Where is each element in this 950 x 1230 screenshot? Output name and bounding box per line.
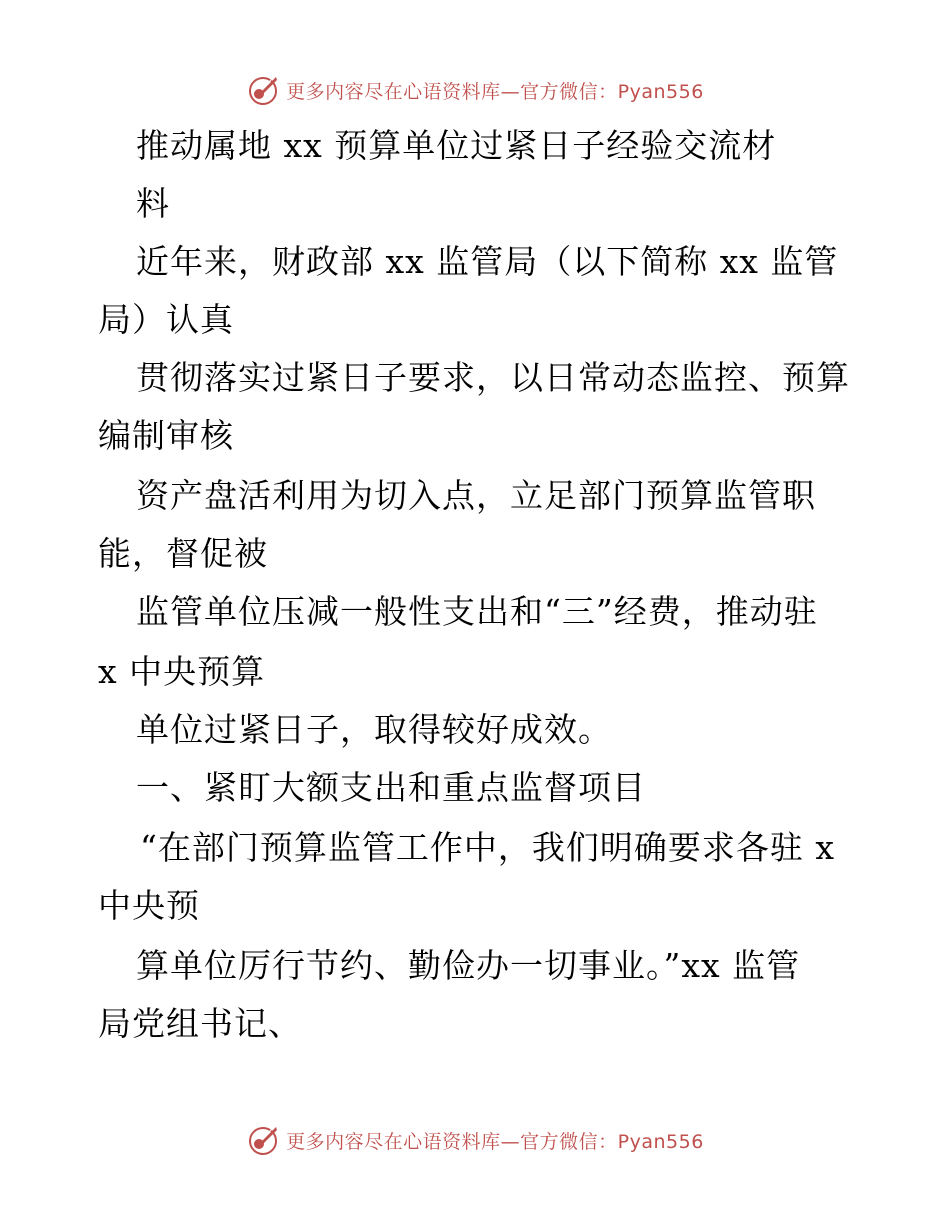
doc-line: 近年来，财政部 xx 监管局（以下简称 xx 监管 (136, 242, 839, 281)
doc-line: 推动属地 xx 预算单位过紧日子经验交流材 (136, 126, 777, 165)
quill-logo-icon (246, 1123, 280, 1157)
doc-line: 编制审核 (98, 416, 234, 455)
doc-line: 贯彻落实过紧日子要求，以日常动态监控、预算 (136, 358, 850, 397)
doc-line: 监管单位压减一般性支出和“三”经费，推动驻 (136, 592, 818, 631)
doc-line: 资产盘活利用为切入点，立足部门预算监管职 (136, 476, 816, 515)
doc-line: 局党组书记、 (98, 1004, 302, 1043)
header-banner-inner (246, 73, 704, 107)
doc-line: 中央预 (98, 886, 200, 925)
doc-line: 单位过紧日子，取得较好成效。 (136, 710, 612, 749)
doc-line: 一、紧盯大额支出和重点监督项目 (136, 768, 646, 807)
doc-line: 局）认真 (98, 300, 234, 339)
doc-line: x 中央预算 (98, 652, 266, 691)
doc-line: 能，督促被 (98, 534, 268, 573)
footer-banner-inner (246, 1123, 704, 1157)
footer-banner (0, 1120, 950, 1160)
doc-line: “在部门预算监管工作中，我们明确要求各驻 x (140, 828, 835, 867)
doc-line: 算单位厉行节约、勤俭办一切事业。”xx 监管 (136, 946, 801, 985)
header-banner (0, 70, 950, 110)
doc-line: 料 (136, 184, 170, 223)
header-banner-text: 更多内容尽在心语资料库—官方微信：Pyan556 (286, 80, 704, 103)
footer-banner-text: 更多内容尽在心语资料库—官方微信：Pyan556 (286, 1130, 704, 1153)
quill-logo-icon (246, 73, 280, 107)
